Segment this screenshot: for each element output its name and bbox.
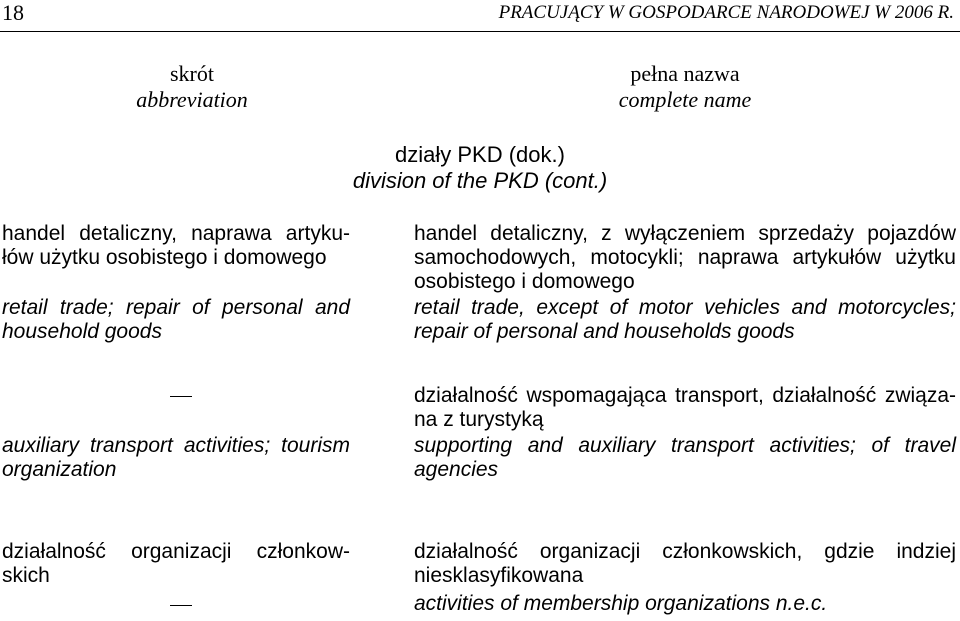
entry-3-full-name-pl-line: działalność organizacji członkowskich, gdzie indziej: [414, 540, 956, 563]
running-title: PRACUJĄCY W GOSPODARCE NARODOWEJ W 2006 R.: [498, 2, 954, 23]
entry-1-full-name-pl-line: handel detaliczny, z wyłączeniem sprzedaży pojazdów: [414, 222, 956, 245]
entry-1-full-name-en: [414, 296, 956, 344]
section-title: [330, 142, 630, 194]
entry-1-full-name-pl-line: osobistego i domowego: [414, 270, 635, 293]
entry-3-abbreviation-pl-line: działalność organizacji członkow-: [2, 540, 350, 563]
entry-2-full-name-pl-line: działalność wspomagająca transport, działalność związa-: [414, 384, 956, 407]
entry-1-abbreviation-pl-line: łów użytku osobistego i domowego: [2, 246, 327, 269]
entry-1-abbreviation-en: [2, 296, 350, 344]
entry-2-full-name-en: [414, 434, 956, 482]
entry-2-full-name-pl: [414, 384, 956, 432]
entry-2-abbreviation-en-line: auxiliary transport activities; tourism: [2, 434, 350, 457]
entry-3-abbreviation-en-dash: [166, 592, 196, 616]
entry-3-full-name-pl-line: niesklasyfikowana: [414, 564, 584, 587]
entry-1-full-name-en-line: repair of personal and households goods: [414, 320, 795, 343]
entry-3-full-name-en: [414, 592, 956, 616]
entry-3-abbreviation-pl: [2, 540, 350, 588]
page-number: 18: [2, 0, 24, 25]
entry-2-abbreviation-en-line: organization: [2, 458, 117, 481]
em-dash-mark: [170, 396, 192, 397]
entry-1-abbreviation-pl-line: handel detaliczny, naprawa artyku-: [2, 222, 350, 245]
entry-1-abbreviation-pl: [2, 222, 350, 270]
em-dash-mark: [170, 605, 192, 606]
entry-2-abbreviation-pl-dash: [166, 384, 196, 408]
section-title-en: division of the PKD (cont.): [352, 168, 608, 193]
entry-3-abbreviation-pl-line: skich: [2, 564, 50, 587]
column-heading-complete-name-en: complete name: [618, 87, 752, 112]
entry-3-full-name-pl: [414, 540, 956, 588]
entry-2-full-name-pl-line: na z turystyką: [414, 408, 544, 431]
header-rule: [0, 31, 960, 32]
column-heading-abbreviation-pl: skrót: [170, 61, 214, 86]
column-heading-abbreviation: [92, 61, 292, 113]
entry-1-full-name-pl-line: samochodowych, motocykli; naprawa artykułów użytku: [414, 246, 956, 269]
entry-1-abbreviation-en-line: household goods: [2, 320, 162, 343]
entry-2-full-name-en-line: agencies: [414, 458, 499, 481]
entry-3-full-name-en-line: activities of membership organizations n.e.c.: [414, 592, 828, 615]
entry-2-abbreviation-en: [2, 434, 350, 482]
section-title-pl: działy PKD (dok.): [395, 142, 565, 167]
column-heading-complete-name-pl: pełna nazwa: [630, 61, 740, 86]
entry-2-full-name-en-line: supporting and auxiliary transport activities; of travel: [414, 434, 956, 457]
entry-1-full-name-pl: [414, 222, 956, 294]
entry-1-abbreviation-en-line: retail trade; repair of personal and: [2, 296, 350, 319]
column-heading-abbreviation-en: abbreviation: [136, 87, 248, 112]
column-heading-complete-name: [585, 61, 785, 113]
entry-1-full-name-en-line: retail trade, except of motor vehicles and motorcycles;: [414, 296, 956, 319]
